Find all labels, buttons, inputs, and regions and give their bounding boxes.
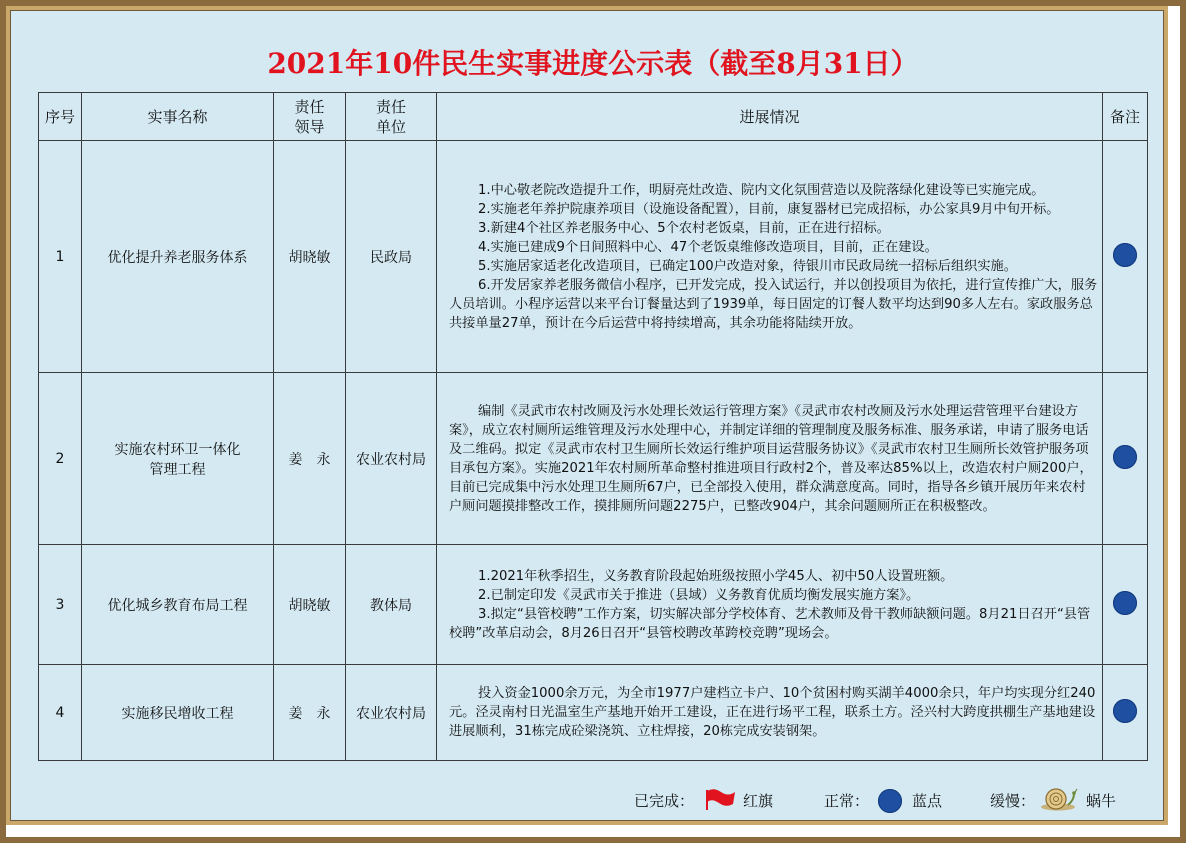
header-leader: 责任 领导	[274, 93, 346, 141]
status-cell	[1103, 545, 1148, 665]
table-header-row	[39, 93, 1148, 141]
row-name: 优化提升养老服务体系	[82, 141, 274, 373]
row-progress	[437, 373, 1103, 545]
row-progress	[437, 545, 1103, 665]
row-name: 优化城乡教育布局工程	[82, 545, 274, 665]
row-unit: 教体局	[346, 545, 437, 665]
legend-done-desc: 红旗	[743, 792, 774, 810]
row-seq: 1	[39, 141, 82, 373]
progress-item: 2.已制定印发《灵武市关于推进（县域）义务教育优质均衡发展实施方案》。	[478, 587, 920, 603]
row-leader: 胡晓敏	[274, 545, 346, 665]
legend-normal-desc: 蓝点	[912, 792, 943, 810]
progress-item: 6.开发居家养老服务微信小程序，已开发完成，投入试运行，并以创投项目为依托，进行宣传推广大，服务人员培训。小程序运营以来平台订餐量达到了1939单，每日固定的订餐人数平均达到90多人左右。家政服务总共接单量27单，预计在今后运营中将持续增高，其余功能将陆续开放。	[449, 277, 1098, 331]
row-unit: 农业农村局	[346, 373, 437, 545]
table-row	[39, 373, 1148, 545]
row-progress	[437, 141, 1103, 373]
row-seq: 4	[39, 665, 82, 761]
blue-dot-icon	[1113, 699, 1137, 723]
status-cell	[1103, 373, 1148, 545]
row-unit: 民政局	[346, 141, 437, 373]
blue-dot-icon	[1113, 445, 1137, 469]
header-progress: 进展情况	[437, 93, 1103, 141]
legend-done-label: 已完成：	[634, 792, 695, 810]
table-row	[39, 665, 1148, 761]
progress-item: 3.拟定“县管校聘”工作方案，切实解决部分学校体育、艺术教师及骨干教师缺额问题。8月21日召开“县管校聘”改革启动会，8月26日召开“县管校聘改革跨校竞聘”现场会。	[449, 606, 1091, 641]
progress-item: 编制《灵武市农村改厕及污水处理长效运行管理方案》《灵武市农村改厕及污水处理运营管理平台建设方案》，成立农村厕所运维管理及污水处理中心，并制定详细的管理制度及服务标准、服务承诺，申请了服务电话及二维码。拟定《灵武市农村卫生厕所长效运行维护项目运营服务协议》《灵武市农村卫生厕所长效管护服务项目承包方案》。实施2021年农村厕所革命整村推进项目行政村2个，普及率达85%以上，改造农村户厕200户，目前已完成集中污水处理卫生厕所67户，已全部投入使用，群众满意度高。同时，指导各乡镇开展历年来农村户厕问题摸排整改工作，摸排厕所问题2275户，已整改904户，其余问题厕所正在积极整改。	[449, 403, 1093, 514]
row-unit: 农业农村局	[346, 665, 437, 761]
blue-dot-icon	[878, 789, 902, 813]
progress-item: 1.2021年秋季招生，义务教育阶段起始班级按照小学45人、初中50人设置班额。	[478, 568, 954, 584]
header-seq: 序号	[39, 93, 82, 141]
row-seq: 2	[39, 373, 82, 545]
legend-slow-label: 缓慢：	[990, 792, 1036, 810]
row-progress	[437, 665, 1103, 761]
progress-item: 2.实施老年养护院康养项目（设施设备配置），目前，康复器材已完成招标，办公家具9月中旬开标。	[478, 201, 1060, 217]
row-leader: 姜 永	[274, 373, 346, 545]
progress-item: 5.实施居家适老化改造项目，已确定100户改造对象，待银川市民政局统一招标后组织实施。	[478, 258, 1017, 274]
progress-item: 4.实施已建成9个日间照料中心、47个老饭桌维修改造项目，目前，正在建设。	[478, 239, 938, 255]
red-flag-icon	[704, 787, 738, 811]
progress-table	[38, 92, 1148, 761]
progress-item: 投入资金1000余万元，为全市1977户建档立卡户、10个贫困村购买湖羊4000余只，年户均实现分红240元。泾灵南村日光温室生产基地开始开工建设，正在进行场平工程，联系土方。泾兴村大跨度拱棚生产基地建设进展顺利，31栋完成砼梁浇筑、立柱焊接，20栋完成安装钢架。	[449, 686, 1096, 739]
header-unit: 责任 单位	[346, 93, 437, 141]
legend-normal-label: 正常：	[824, 792, 870, 810]
progress-item: 1.中心敬老院改造提升工作，明厨亮灶改造、院内文化氛围营造以及院落绿化建设等已实施完成。	[478, 182, 1045, 198]
header-note: 备注	[1103, 93, 1148, 141]
status-cell	[1103, 665, 1148, 761]
legend-slow-desc: 蜗牛	[1086, 792, 1117, 810]
blue-dot-icon	[1113, 591, 1137, 615]
blue-dot-icon	[1113, 243, 1137, 267]
progress-item: 3.新建4个社区养老服务中心、5个农村老饭桌，目前，正在进行招标。	[478, 220, 890, 236]
table-row	[39, 545, 1148, 665]
row-seq: 3	[39, 545, 82, 665]
table-row	[39, 141, 1148, 373]
status-cell	[1103, 141, 1148, 373]
row-name: 实施移民增收工程	[82, 665, 274, 761]
row-leader: 姜 永	[274, 665, 346, 761]
snail-icon	[1038, 786, 1082, 812]
page-title: 2021年10件民生实事进度公示表（截至8月31日）	[267, 47, 919, 80]
row-leader: 胡晓敏	[274, 141, 346, 373]
header-name: 实事名称	[82, 93, 274, 141]
row-name: 实施农村环卫一体化 管理工程	[82, 373, 274, 545]
